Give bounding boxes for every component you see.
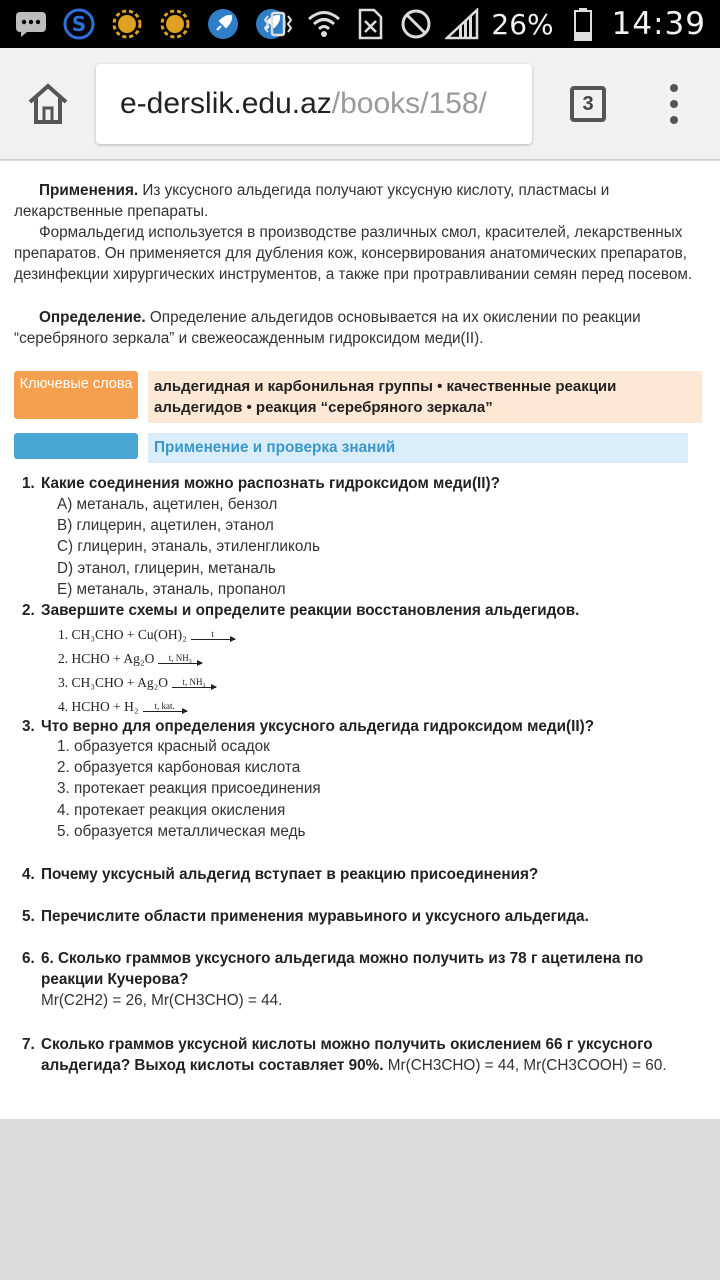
signal-icon [445, 7, 479, 41]
question-3-options [57, 736, 321, 842]
question-1-options [57, 494, 320, 600]
page-end-area [0, 1119, 720, 1280]
question-7-data: Mr(CH3CHO) = 44, Mr(CH3COOH) = 60. [387, 1057, 667, 1074]
overflow-menu-button[interactable] [664, 84, 684, 124]
question-4: 4. Почему уксусный альдегид вступает в реакцию присоединения? [22, 866, 539, 883]
application-title: Применение и проверка знаний [148, 433, 688, 463]
keywords-box: альдегидная и карбонильная группы • качественные реакции альдегидов • реакция “серебряного зеркала” [148, 371, 702, 423]
no-sim-icon [353, 7, 387, 41]
blocked-icon [399, 7, 433, 41]
reaction-arrow: t, kat. [143, 701, 187, 712]
question-5: 5. Перечислите области применения муравьиного и уксусного альдегида. [22, 908, 589, 925]
option: B) глицерин, ацетилен, этанол [57, 517, 274, 535]
option: 2. образуется карбоновая кислота [57, 759, 301, 777]
option: D) этанол, глицерин, метаналь [57, 559, 276, 577]
s-app-icon [62, 7, 96, 41]
option: E) метаналь, этаналь, пропанол [57, 580, 286, 598]
option: 4. протекает реакция окисления [57, 801, 286, 819]
reaction-schemes [58, 619, 235, 715]
wifi-icon [307, 7, 341, 41]
reaction-arrow: t, NH₃ [172, 677, 216, 688]
dot-icon [670, 116, 678, 124]
page-content [0, 161, 720, 1119]
question-7: 7. Сколько граммов уксусной кислоты можно получить окислением 66 г уксусного альдегида? Выход кислоты составляет 90%. Mr(CH3CHO) = 44, Mr(CH3COOH) = 60. [22, 1036, 667, 1074]
intro-paragraph-1: Применения. Из уксусного альдегида получают уксусную кислоту, пластмасы и лекарственные препараты. [14, 182, 610, 220]
intro-heading-applications: Применения. [39, 182, 139, 199]
keywords-label: Ключевые слова [14, 371, 138, 419]
option: C) глицерин, этаналь, этиленгликоль [57, 538, 320, 556]
option: 1. образуется красный осадок [57, 738, 270, 755]
question-1: 1. Какие соединения можно распознать гидроксидом меди(II)? [22, 475, 500, 492]
dot-icon [670, 84, 678, 92]
reaction-scheme: 2. HCHO + Ag₂O t, NH₃ [58, 643, 235, 667]
home-button[interactable] [24, 80, 72, 128]
reaction-arrow: t, NH₃ [158, 653, 202, 664]
message-icon [14, 7, 48, 41]
notification-icons [14, 6, 288, 42]
dot-icon [670, 100, 678, 108]
reaction-arrow: t [191, 629, 235, 640]
status-bar [0, 0, 720, 48]
vibrate-icon [261, 7, 295, 41]
address-bar[interactable] [96, 64, 532, 144]
system-icons [261, 6, 706, 42]
browser-toolbar [0, 48, 720, 160]
question-2: 2. Завершите схемы и определите реакции восстановления альдегидов. [22, 602, 580, 619]
sun-icon [158, 7, 192, 41]
url-path: /books/158/ [331, 87, 487, 120]
reaction-scheme: 1. CH₃CHO + Cu(OH)₂ t [58, 619, 235, 643]
url-host: e-derslik.edu.az [120, 87, 332, 120]
tab-switcher-button[interactable]: 3 [570, 86, 606, 122]
question-6-data: Mr(C2H2) = 26, Mr(CH3CHO) = 44. [41, 992, 283, 1009]
question-3: 3. Что верно для определения уксусного альдегида гидроксидом меди(II)? [22, 718, 595, 735]
intro-paragraph-3: Определение. Определение альдегидов основывается на их окислении по реакции “серебряного зеркала” и свежеосажденным гидроксидом меди(II). [14, 309, 641, 347]
application-label [14, 433, 138, 459]
battery-icon [566, 7, 600, 41]
intro-paragraph-2: Формальдегид используется в производстве различных смол, красителей, лекарственных препаратов. Он применяется для дубления кож, консервирования анатомических препаратов, дезинфекции хирургических инструментов, а также при протравливании семян перед посевом. [14, 224, 693, 283]
option: 5. образуется металлическая медь [57, 822, 306, 840]
question-6: 6. 6. Сколько граммов уксусного альдегида можно получить из 78 г ацетилена по реакции Кучерова? Mr(C2H2) = 26, Mr(CH3CHO) = 44. [22, 948, 698, 1011]
option: A) метаналь, ацетилен, бензол [57, 496, 278, 513]
option: 3. протекает реакция присоединения [57, 780, 321, 798]
home-icon [24, 80, 72, 128]
sun-icon [110, 7, 144, 41]
reaction-scheme: 4. HCHO + H₂ t, kat. [58, 691, 235, 715]
reaction-scheme: 3. CH₃CHO + Ag₂O t, NH₃ [58, 667, 235, 691]
clock: 14:39 [611, 6, 706, 42]
intro-heading-definition: Определение. [39, 309, 146, 326]
battery-percent: 26% [491, 7, 554, 41]
rocket-icon [206, 7, 240, 41]
svg-text:S: S [71, 12, 87, 36]
